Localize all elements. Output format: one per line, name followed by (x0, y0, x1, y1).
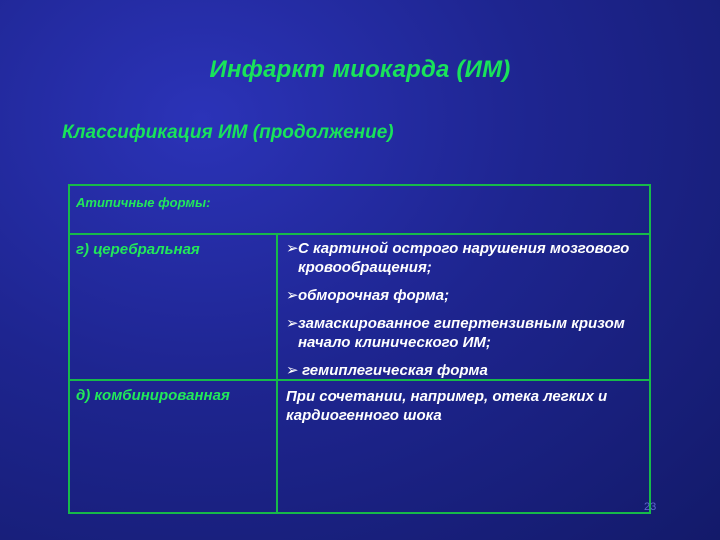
arrow-bullet-icon: ➢ (286, 240, 299, 257)
arrow-bullet-icon: ➢ (286, 287, 299, 304)
slide-title: Инфаркт миокарда (ИМ) (209, 56, 511, 83)
list-item-text: С картиной острого нарушения мозгового кровообращения; (298, 240, 630, 276)
cerebral-bullet-list (286, 239, 641, 389)
list-item-text: обморочная форма; (298, 287, 450, 304)
row-label-cerebral: г) церебральная (76, 241, 200, 258)
table-row (70, 381, 649, 512)
arrow-bullet-icon: ➢ (286, 362, 299, 379)
list-item-text: замаскированное гипертензивным кризом начало клинического ИМ; (298, 315, 625, 351)
list-item (286, 239, 641, 277)
table-header-text: Атипичные формы: (76, 195, 211, 210)
page-number: 23 (644, 501, 657, 513)
classification-table (68, 184, 651, 514)
row-label-combined: д) комбинированная (76, 387, 230, 404)
list-item (286, 286, 641, 305)
slide-subtitle: Классификация ИМ (продолжение) (62, 122, 394, 143)
list-item (286, 314, 641, 352)
list-item (286, 361, 641, 380)
table-header-row (70, 186, 649, 235)
row-text-combined: При сочетании, например, отека легких и кардиогенного шока (286, 388, 608, 424)
list-item-text: гемиплегическая форма (298, 362, 488, 379)
arrow-bullet-icon: ➢ (286, 315, 299, 332)
table-row (70, 235, 649, 381)
